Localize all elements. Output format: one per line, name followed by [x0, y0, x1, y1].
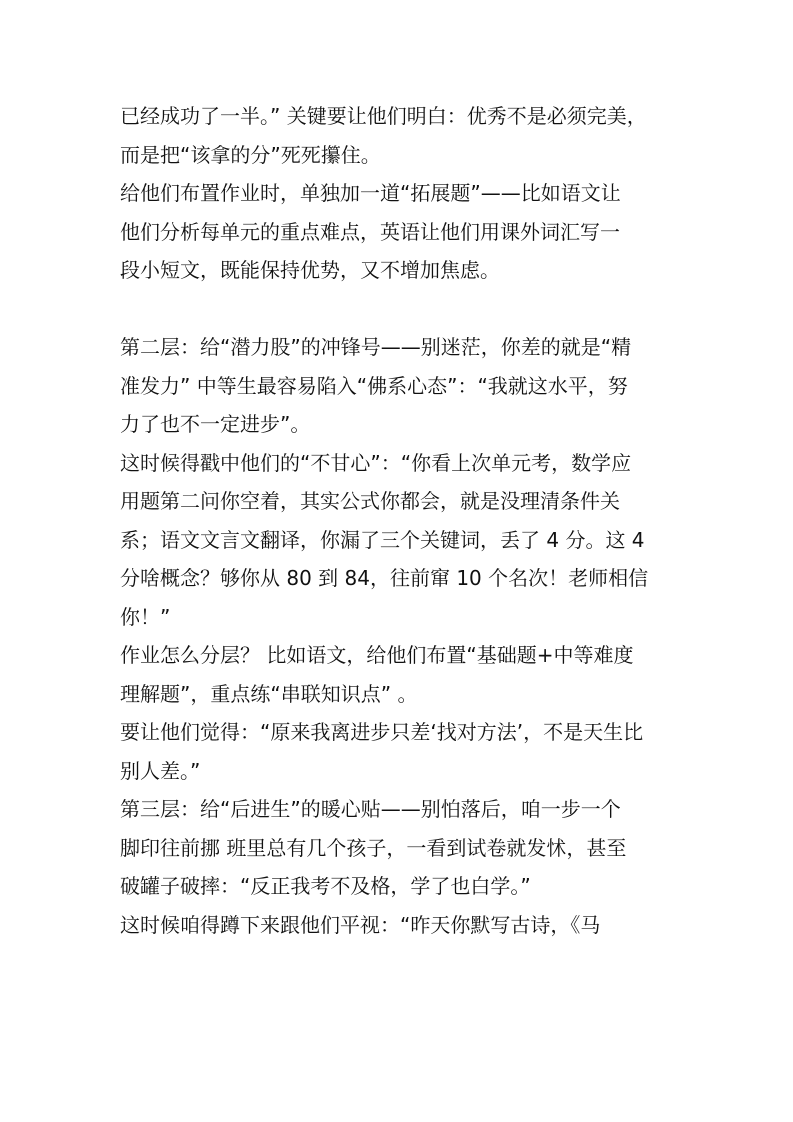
text-line: 给他们布置作业时，单独加一道“拓展题”——比如语文让: [120, 181, 621, 205]
text-line: 段小短文，既能保持优势，又不增加焦虑。: [120, 258, 500, 282]
text-line: 而是把“该拿的分”死死攥住。: [120, 142, 381, 167]
text-line: 别人差。”: [120, 758, 201, 783]
text-line: 第二层：给“潜力股”的冲锋号——别迷茫，你差的就是“精: [120, 335, 632, 359]
paragraph-8: [120, 906, 685, 945]
paragraph-6: [120, 713, 685, 790]
paragraph-3: [120, 328, 685, 444]
text-line: 系；语文文言文翻译，你漏了三个关键词，丢了 4 分。这 4: [120, 527, 645, 552]
text-line: 用题第二问你空着，其实公式你都会，就是没理清条件关: [120, 489, 620, 513]
text-line: 要让他们觉得：“原来我离进步只差‘找对方法’，不是天生比: [120, 720, 644, 744]
text-line: 准发力” 中等生最容易陷入“佛系心态”：“我就这水平，努: [120, 373, 628, 398]
text-line: 作业怎么分层？ 比如语文，给他们布置“基础题+中等难度: [120, 643, 634, 667]
text-line: 他们分析每单元的重点难点，英语让他们用课外词汇写一: [120, 219, 620, 244]
text-line: 理解题”，重点练“串联知识点” 。: [120, 681, 418, 706]
text-line: 已经成功了一半。” 关键要让他们明白：优秀不是必须完美，: [120, 104, 647, 128]
text-line: 分啥概念？够你从 80 到 84，往前窜 10 个名次！老师相信: [120, 566, 649, 590]
document-page: [120, 97, 685, 944]
paragraph-4: [120, 444, 685, 637]
text-line: 你！”: [120, 604, 171, 629]
blank-line: [120, 290, 685, 329]
text-line: 力了也不一定进步”。: [120, 412, 311, 436]
paragraph-2: [120, 174, 685, 290]
text-line: 破罐子破摔：“反正我考不及格，学了也白学。”: [120, 874, 531, 898]
text-line: 第三层：给“后进生”的暖心贴——别怕落后，咱一步一个: [120, 797, 621, 821]
text-line: 脚印往前挪 班里总有几个孩子，一看到试卷就发怵，甚至: [120, 835, 627, 860]
text-line: 这时候得戳中他们的“不甘心”：“你看上次单元考，数学应: [120, 450, 632, 475]
text-line: 这时候咱得蹲下来跟他们平视：“昨天你默写古诗，《马: [120, 912, 601, 937]
paragraph-5: [120, 636, 685, 713]
paragraph-7: [120, 790, 685, 906]
paragraph-1: [120, 97, 685, 174]
